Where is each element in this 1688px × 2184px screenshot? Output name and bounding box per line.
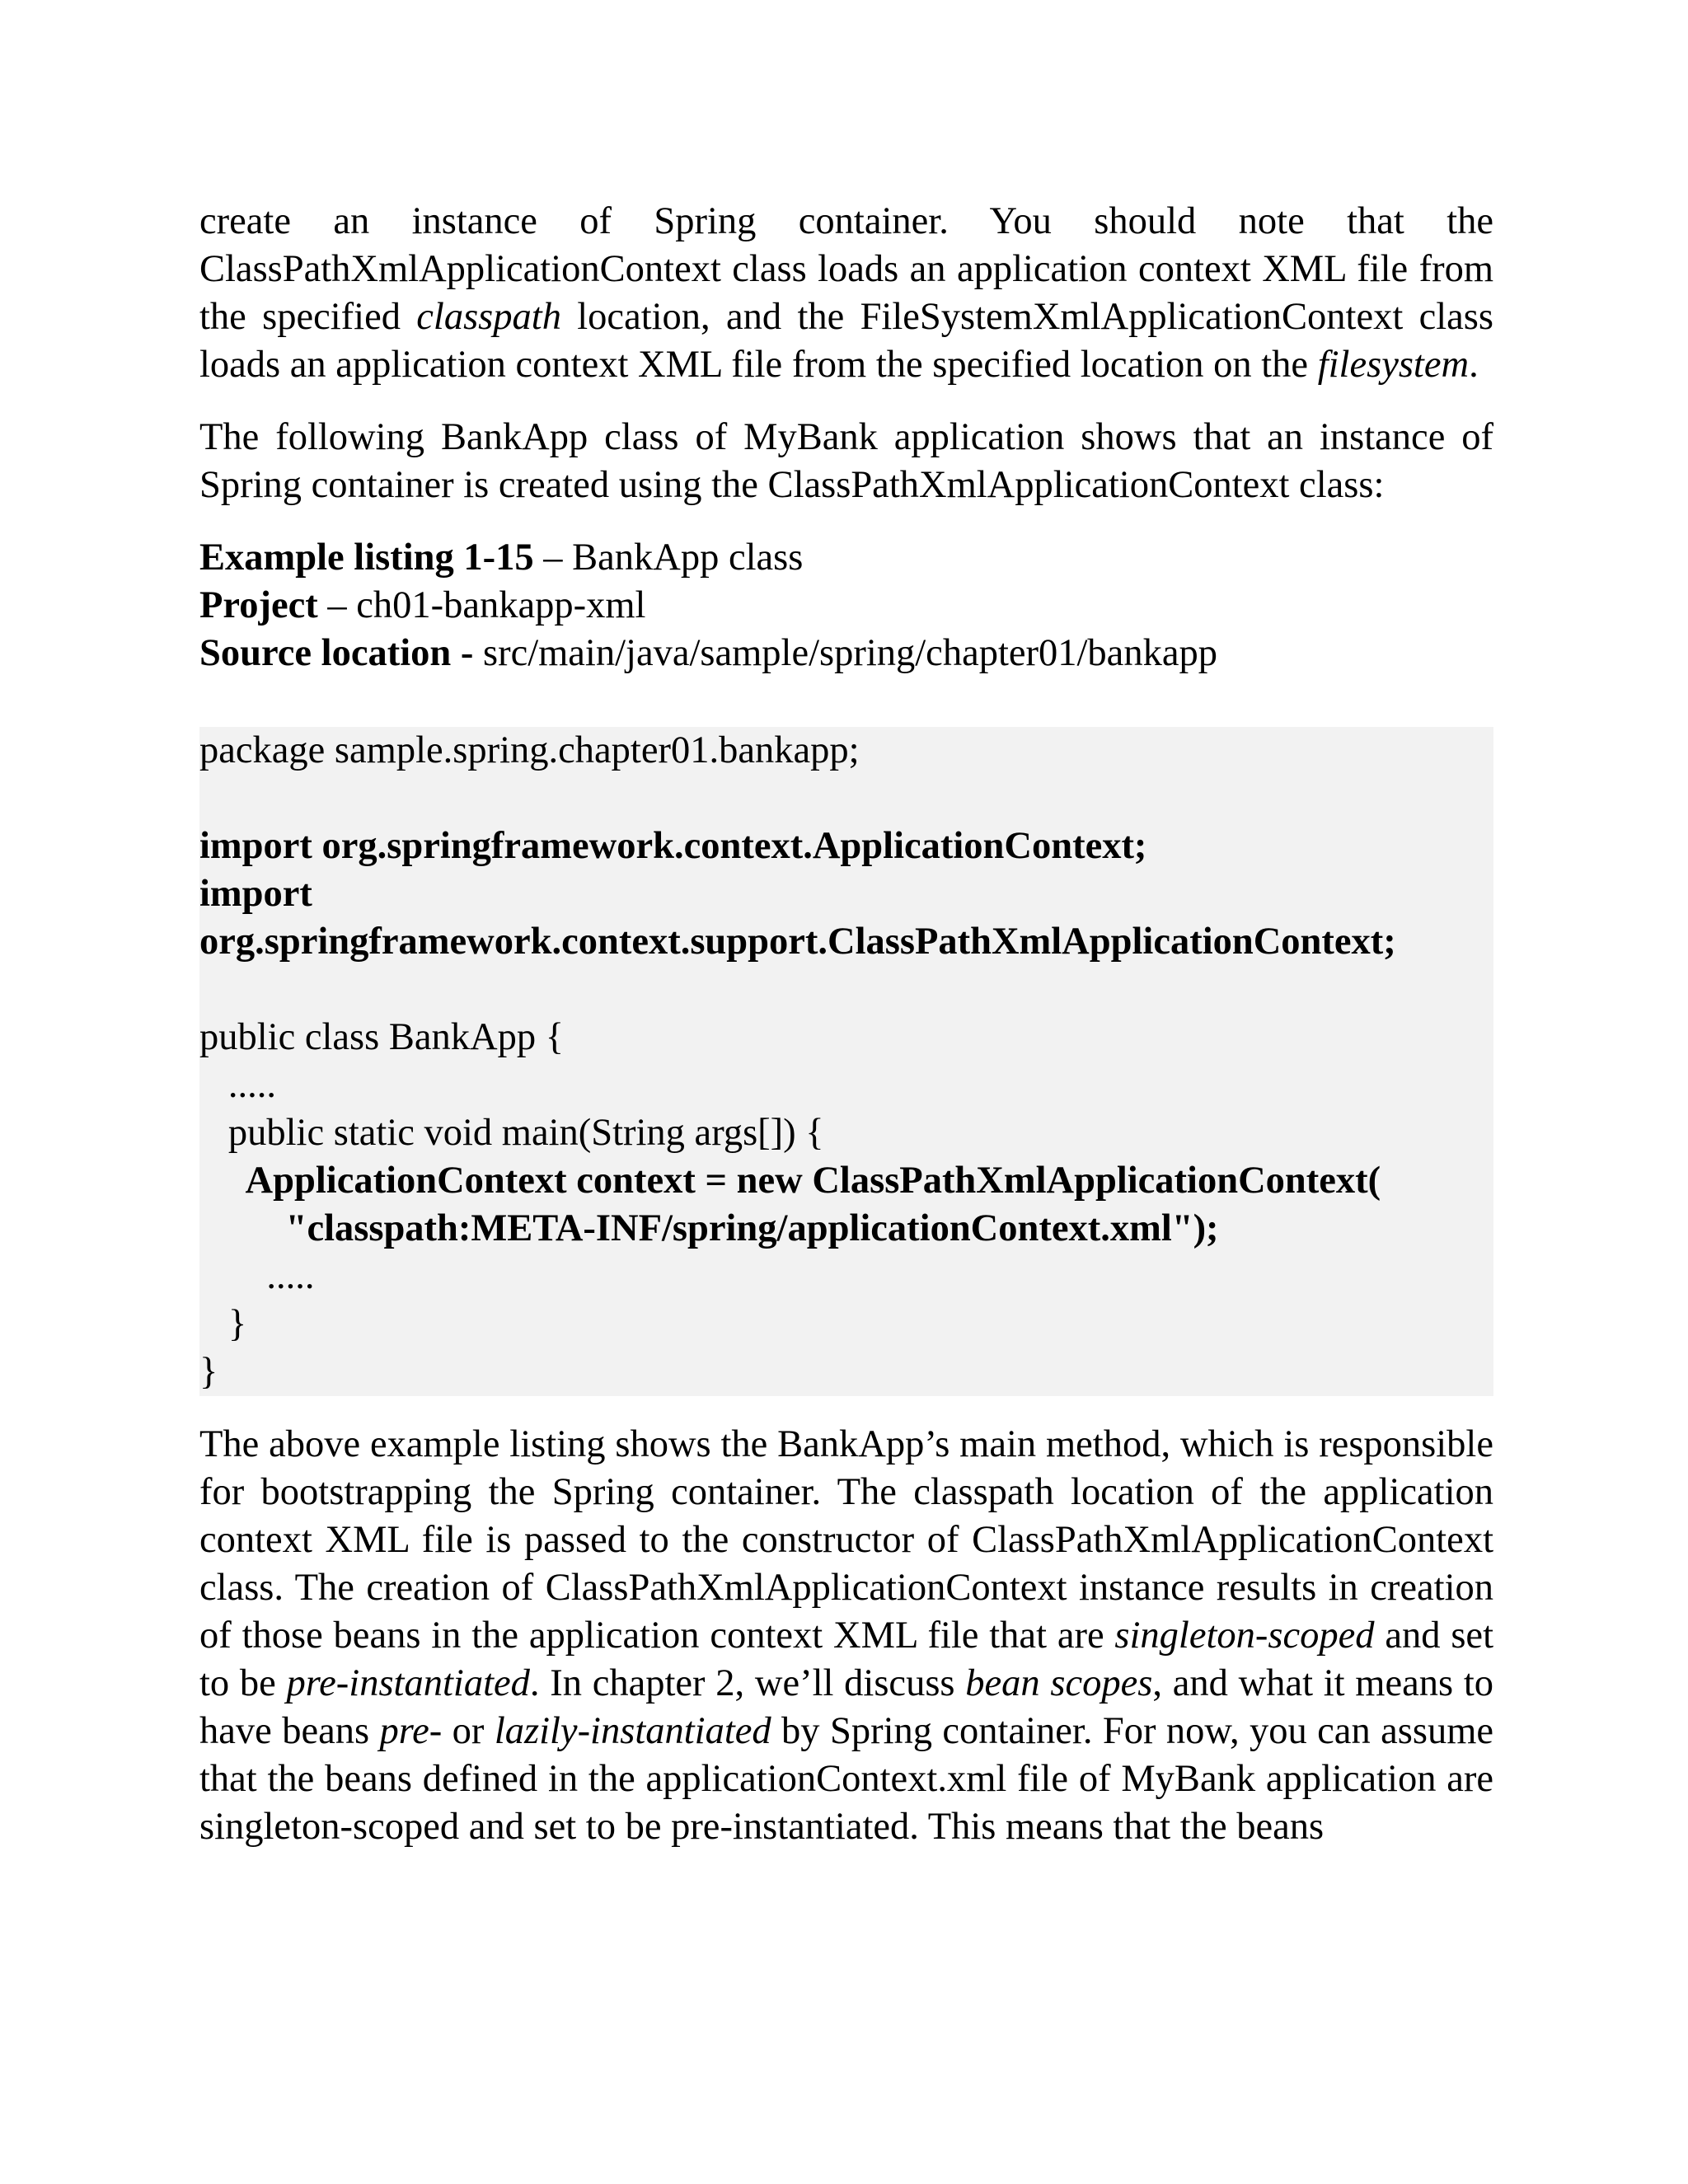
- code-line-blank: [199, 966, 1493, 1014]
- listing-metadata: [199, 534, 1493, 677]
- code-line-classpath-arg: "classpath:META-INF/spring/applicationContext.xml");: [199, 1207, 1219, 1249]
- paragraph-explanation: [199, 1421, 1493, 1851]
- para3-text-5: or: [442, 1710, 495, 1752]
- para3-text-6: by Spring container. For now, you can assume that the beans defined in the applicationContext.xml file of MyBank application are singleton-scoped and set to be pre-instantiated. This means that the beans: [199, 1710, 1493, 1848]
- paragraph-container-intro: [199, 198, 1493, 389]
- code-line-ellipsis-inner: .....: [199, 1255, 315, 1297]
- code-line-import-classpath: import org.springframework.context.support.ClassPathXmlApplicationContext;: [199, 873, 1396, 963]
- code-line-package: package sample.spring.chapter01.bankapp;: [199, 729, 860, 771]
- code-line-blank: [199, 775, 1493, 823]
- source-location-label: Source location -: [199, 632, 474, 674]
- para3-pre-italic: pre-: [379, 1710, 443, 1752]
- document-page: [199, 198, 1493, 1851]
- para3-bean-scopes-italic: bean scopes: [965, 1662, 1153, 1704]
- paragraph-bankapp-intro: The following BankApp class of MyBank application shows that an instance of Spring container is created using the ClassPathXmlApplicationContext class:: [199, 416, 1493, 506]
- code-line-main-method: public static void main(String args[]) {: [199, 1112, 824, 1154]
- para3-lazily-instantiated-italic: lazily-instantiated: [494, 1710, 771, 1752]
- para3-text-3: . In chapter 2, we’ll discuss: [529, 1662, 966, 1704]
- project-label: Project: [199, 584, 318, 626]
- example-listing-line: [199, 534, 1493, 582]
- para1-classpath-italic: classpath: [416, 296, 561, 338]
- para3-text-2: and set to be: [199, 1615, 1493, 1704]
- code-line-context-new: ApplicationContext context = new ClassPathXmlApplicationContext(: [199, 1160, 1381, 1202]
- code-line-ellipsis: .....: [199, 1064, 276, 1106]
- para3-pre-instantiated-italic: pre-instantiated: [286, 1662, 530, 1704]
- code-listing: [199, 727, 1493, 1396]
- source-location-value: src/main/java/sample/spring/chapter01/bankapp: [473, 632, 1217, 674]
- code-line-class-decl: public class BankApp {: [199, 1016, 565, 1058]
- code-line-import-appcontext: import org.springframework.context.ApplicationContext;: [199, 825, 1147, 867]
- para1-text-2: location, and the FileSystemXmlApplicationContext class loads an application context XML file from the specified location on the: [199, 296, 1493, 386]
- example-listing-value: – BankApp class: [533, 537, 804, 579]
- project-value: – ch01-bankapp-xml: [317, 584, 646, 626]
- source-location-line: [199, 630, 1493, 677]
- code-line-close-class: }: [199, 1351, 218, 1393]
- project-line: [199, 582, 1493, 630]
- para1-filesystem-italic: filesystem: [1317, 344, 1470, 386]
- para3-text-1: The above example listing shows the BankApp’s main method, which is responsible for bootstrapping the Spring container. The classpath location of the application context XML file is passed to the constructor of ClassPathXmlApplicationContext class. The creation of ClassPathXmlApplicationContext instance results in creation of those beans in the application context XML file that are: [199, 1423, 1493, 1657]
- para1-text-3: .: [1469, 344, 1479, 386]
- example-listing-label: Example listing 1-15: [199, 537, 534, 579]
- code-line-close-method: }: [199, 1303, 247, 1345]
- para3-singleton-scoped-italic: singleton-scoped: [1114, 1615, 1375, 1657]
- para3-text-4: , and what it means to have beans: [199, 1662, 1494, 1752]
- para1-text-1: create an instance of Spring container. You should note that the ClassPathXmlApplicationContext class loads an application context XML file from the specified: [199, 200, 1493, 338]
